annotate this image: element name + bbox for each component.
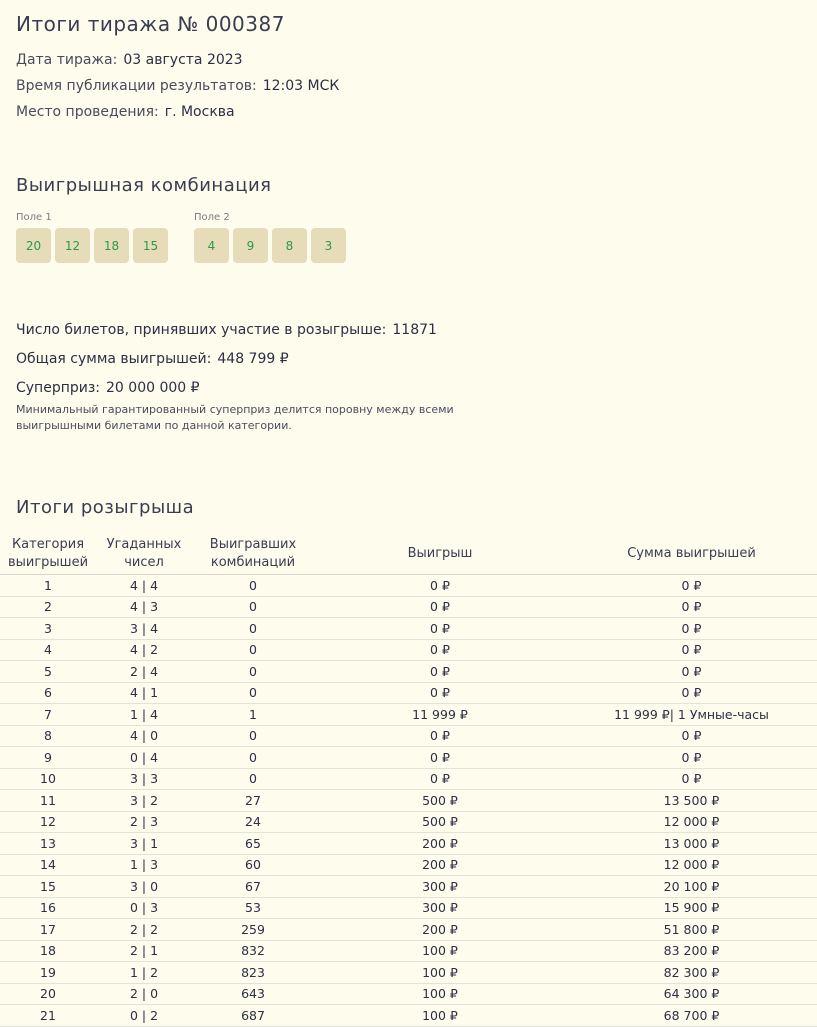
publish-time-label: Время публикации результатов: — [16, 78, 257, 94]
winners-cell: 643 — [192, 983, 314, 1005]
category-cell: 19 — [0, 962, 96, 984]
prize-cell: 0 ₽ — [314, 768, 566, 790]
winners-cell: 0 — [192, 747, 314, 769]
matched-cell: 1 | 2 — [96, 962, 192, 984]
draw-date-row — [16, 52, 243, 68]
matched-cell: 3 | 0 — [96, 876, 192, 898]
matched-cell: 2 | 0 — [96, 983, 192, 1005]
matched-cell: 4 | 3 — [96, 596, 192, 618]
total-cell: 13 500 ₽ — [566, 790, 817, 812]
winners-cell: 24 — [192, 811, 314, 833]
field2-numbers — [194, 228, 346, 263]
total-cell: 0 ₽ — [566, 768, 817, 790]
category-cell: 20 — [0, 983, 96, 1005]
table-row — [0, 747, 817, 769]
table-row — [0, 618, 817, 640]
prize-cell: 0 ₽ — [314, 661, 566, 683]
table-row — [0, 768, 817, 790]
total-cell: 0 ₽ — [566, 747, 817, 769]
tickets-value: 11871 — [392, 322, 437, 338]
number-ball: 8 — [272, 228, 307, 263]
table-row — [0, 983, 817, 1005]
table-row — [0, 940, 817, 962]
category-cell: 18 — [0, 940, 96, 962]
winners-cell: 0 — [192, 725, 314, 747]
prize-cell: 0 ₽ — [314, 575, 566, 597]
matched-cell: 2 | 4 — [96, 661, 192, 683]
number-ball: 4 — [194, 228, 229, 263]
category-cell: 21 — [0, 1005, 96, 1027]
winners-cell: 53 — [192, 897, 314, 919]
category-cell: 2 — [0, 596, 96, 618]
total-cell: 13 000 ₽ — [566, 833, 817, 855]
matched-cell: 2 | 1 — [96, 940, 192, 962]
prize-cell: 300 ₽ — [314, 897, 566, 919]
matched-cell: 1 | 4 — [96, 704, 192, 726]
prize-cell: 0 ₽ — [314, 596, 566, 618]
table-row — [0, 919, 817, 941]
field1-label: Поле 1 — [16, 212, 52, 223]
number-ball: 20 — [16, 228, 51, 263]
total-cell: 0 ₽ — [566, 661, 817, 683]
table-row — [0, 962, 817, 984]
total-cell: 0 ₽ — [566, 725, 817, 747]
superprize-row — [16, 380, 200, 396]
location-value: г. Москва — [164, 104, 235, 120]
category-cell: 13 — [0, 833, 96, 855]
category-cell: 6 — [0, 682, 96, 704]
winners-cell: 0 — [192, 768, 314, 790]
column-header-total: Сумма выигрышей — [566, 534, 817, 575]
matched-cell: 3 | 4 — [96, 618, 192, 640]
total-cell: 0 ₽ — [566, 596, 817, 618]
total-cell: 51 800 ₽ — [566, 919, 817, 941]
matched-cell: 0 | 4 — [96, 747, 192, 769]
table-row — [0, 811, 817, 833]
table-row — [0, 661, 817, 683]
location-row — [16, 104, 235, 120]
prize-cell: 100 ₽ — [314, 983, 566, 1005]
category-cell: 1 — [0, 575, 96, 597]
total-cell: 82 300 ₽ — [566, 962, 817, 984]
superprize-label: Суперприз: — [16, 380, 101, 396]
total-cell: 15 900 ₽ — [566, 897, 817, 919]
matched-cell: 4 | 4 — [96, 575, 192, 597]
table-row — [0, 725, 817, 747]
winners-cell: 832 — [192, 940, 314, 962]
results-header-row — [0, 534, 817, 575]
total-cell: 0 ₽ — [566, 682, 817, 704]
number-ball: 9 — [233, 228, 268, 263]
category-cell: 11 — [0, 790, 96, 812]
matched-cell: 2 | 3 — [96, 811, 192, 833]
category-cell: 17 — [0, 919, 96, 941]
category-cell: 14 — [0, 854, 96, 876]
results-heading: Итоги розыгрыша — [16, 497, 195, 518]
table-row — [0, 854, 817, 876]
total-cell: 0 ₽ — [566, 639, 817, 661]
winners-cell: 687 — [192, 1005, 314, 1027]
page-title: Итоги тиража № 000387 — [16, 12, 285, 36]
superprize-note: Минимальный гарантированный суперприз делится поровну между всеми выигрышными билетами по данной категории. — [16, 403, 454, 432]
winners-cell: 1 — [192, 704, 314, 726]
total-cell: 0 ₽ — [566, 575, 817, 597]
table-row — [0, 596, 817, 618]
matched-cell: 4 | 2 — [96, 639, 192, 661]
location-label: Место проведения: — [16, 104, 159, 120]
category-cell: 15 — [0, 876, 96, 898]
winners-cell: 0 — [192, 682, 314, 704]
winning-combination-heading: Выигрышная комбинация — [16, 175, 272, 196]
category-cell: 8 — [0, 725, 96, 747]
prize-cell: 0 ₽ — [314, 682, 566, 704]
tickets-label: Число билетов, принявших участие в розыгрыше: — [16, 322, 387, 338]
draw-date-value: 03 августа 2023 — [123, 52, 243, 68]
number-ball: 18 — [94, 228, 129, 263]
total-value: 448 799 ₽ — [217, 351, 289, 367]
category-cell: 5 — [0, 661, 96, 683]
matched-cell: 1 | 3 — [96, 854, 192, 876]
winners-cell: 27 — [192, 790, 314, 812]
category-cell: 4 — [0, 639, 96, 661]
table-row — [0, 639, 817, 661]
field1-numbers — [16, 228, 168, 263]
total-cell: 12 000 ₽ — [566, 811, 817, 833]
prize-cell: 0 ₽ — [314, 618, 566, 640]
prize-cell: 11 999 ₽ — [314, 704, 566, 726]
matched-cell: 0 | 2 — [96, 1005, 192, 1027]
winners-cell: 0 — [192, 618, 314, 640]
publish-time-value: 12:03 МСК — [262, 78, 340, 94]
category-cell: 10 — [0, 768, 96, 790]
draw-date-label: Дата тиража: — [16, 52, 118, 68]
prize-cell: 100 ₽ — [314, 1005, 566, 1027]
winners-cell: 67 — [192, 876, 314, 898]
matched-cell: 3 | 2 — [96, 790, 192, 812]
number-ball: 12 — [55, 228, 90, 263]
tickets-row — [16, 322, 437, 338]
prize-cell: 500 ₽ — [314, 811, 566, 833]
winners-cell: 0 — [192, 639, 314, 661]
matched-cell: 3 | 1 — [96, 833, 192, 855]
matched-cell: 4 | 0 — [96, 725, 192, 747]
winners-cell: 823 — [192, 962, 314, 984]
matched-cell: 4 | 1 — [96, 682, 192, 704]
prize-cell: 0 ₽ — [314, 639, 566, 661]
table-row — [0, 876, 817, 898]
winners-cell: 0 — [192, 596, 314, 618]
prize-cell: 0 ₽ — [314, 747, 566, 769]
column-header-winners: Выигравших комбинаций — [192, 534, 314, 575]
category-cell: 3 — [0, 618, 96, 640]
total-cell: 12 000 ₽ — [566, 854, 817, 876]
category-cell: 16 — [0, 897, 96, 919]
publish-time-row — [16, 78, 339, 94]
matched-cell: 3 | 3 — [96, 768, 192, 790]
total-cell: 64 300 ₽ — [566, 983, 817, 1005]
total-cell: 11 999 ₽| 1 Умные-часы — [566, 704, 817, 726]
total-cell: 0 ₽ — [566, 618, 817, 640]
total-cell: 83 200 ₽ — [566, 940, 817, 962]
winners-cell: 0 — [192, 661, 314, 683]
field2-label: Поле 2 — [194, 212, 230, 223]
prize-cell: 200 ₽ — [314, 833, 566, 855]
prize-cell: 300 ₽ — [314, 876, 566, 898]
superprize-value: 20 000 000 ₽ — [106, 380, 200, 396]
total-cell: 68 700 ₽ — [566, 1005, 817, 1027]
table-row — [0, 833, 817, 855]
table-row — [0, 1005, 817, 1027]
prize-cell: 100 ₽ — [314, 940, 566, 962]
matched-cell: 0 | 3 — [96, 897, 192, 919]
category-cell: 9 — [0, 747, 96, 769]
prize-cell: 0 ₽ — [314, 725, 566, 747]
winners-cell: 0 — [192, 575, 314, 597]
column-header-category: Категория выигрышей — [0, 534, 96, 575]
total-cell: 20 100 ₽ — [566, 876, 817, 898]
results-body — [0, 575, 817, 1027]
category-cell: 7 — [0, 704, 96, 726]
table-row — [0, 704, 817, 726]
prize-cell: 100 ₽ — [314, 962, 566, 984]
prize-cell: 200 ₽ — [314, 854, 566, 876]
number-ball: 3 — [311, 228, 346, 263]
category-cell: 12 — [0, 811, 96, 833]
prize-cell: 200 ₽ — [314, 919, 566, 941]
results-table — [0, 534, 817, 1027]
table-row — [0, 897, 817, 919]
table-row — [0, 575, 817, 597]
winners-cell: 60 — [192, 854, 314, 876]
column-header-prize: Выигрыш — [314, 534, 566, 575]
total-row — [16, 351, 289, 367]
column-header-matched: Угаданных чисел — [96, 534, 192, 575]
number-ball: 15 — [133, 228, 168, 263]
prize-cell: 500 ₽ — [314, 790, 566, 812]
table-row — [0, 682, 817, 704]
winners-cell: 65 — [192, 833, 314, 855]
total-label: Общая сумма выигрышей: — [16, 351, 212, 367]
table-row — [0, 790, 817, 812]
winners-cell: 259 — [192, 919, 314, 941]
matched-cell: 2 | 2 — [96, 919, 192, 941]
